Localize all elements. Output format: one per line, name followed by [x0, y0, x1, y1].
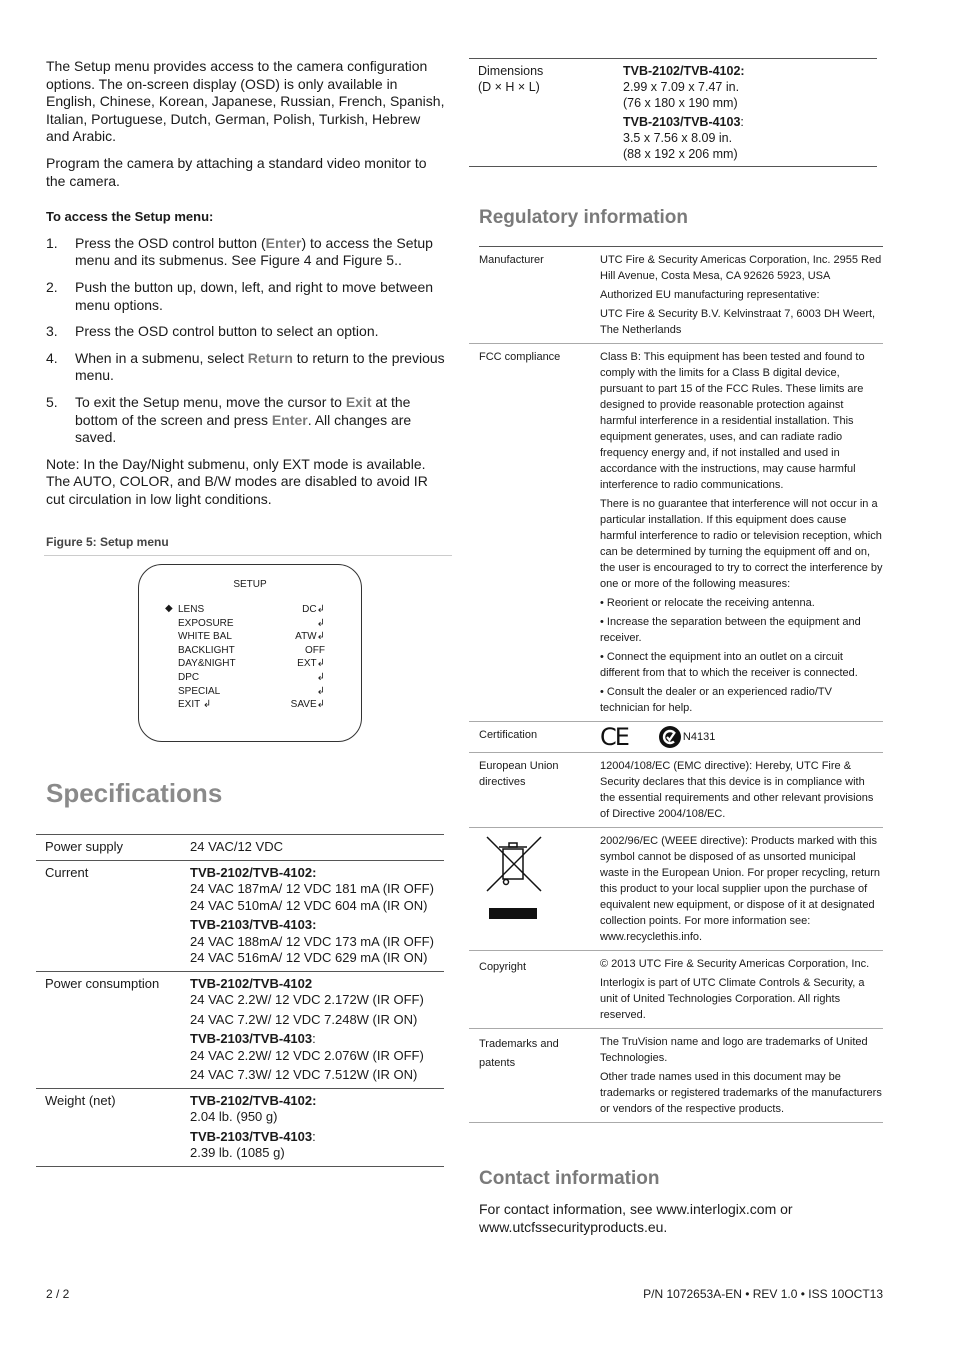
spec-label: Power consumption	[45, 975, 160, 991]
osd-item-label: EXPOSURE	[178, 617, 234, 629]
model-heading: TVB-2102/TVB-4102	[190, 975, 313, 991]
list-item	[46, 394, 446, 447]
reg-text: The TruVision name and logo are trademarks of United Technologies.	[600, 1036, 868, 1064]
spec-value: 24 VAC 188mA/ 12 VDC 173 mA (IR OFF)	[190, 933, 434, 949]
spec-value: 24 VAC 7.2W/ 12 VDC 7.248W (IR ON)	[190, 1011, 418, 1027]
model-heading: TVB-2102/TVB-4102:	[190, 864, 317, 880]
figure-caption: Figure 5: Setup menu	[46, 535, 169, 549]
osd-item-label: WHITE BAL	[178, 631, 232, 643]
reg-text: Interlogix is part of UTC Climate Controls & Security, a unit of United Technologies Corporation. All rights reserved.	[600, 977, 865, 1021]
spec-row	[36, 1088, 444, 1166]
spec-label: Power supply	[45, 839, 124, 854]
step-number: 3.	[46, 323, 58, 340]
spec-value: 24 VAC 516mA/ 12 VDC 629 mA (IR ON)	[190, 950, 428, 965]
step-number: 1.	[46, 234, 58, 251]
model-heading: TVB-2103/TVB-4103:	[190, 1128, 316, 1144]
step-text: Push the button up, down, left, and right to move between menu options.	[75, 278, 434, 313]
access-heading: To access the Setup menu:	[46, 209, 214, 225]
osd-menu-item	[178, 618, 325, 631]
fcc-bullet: • Increase the separation between the equipment and receiver.	[600, 616, 861, 644]
list-item	[46, 235, 446, 270]
selection-diamond-icon: ◆	[165, 603, 173, 614]
list-item	[46, 350, 446, 385]
spec-value: 24 VAC 2.2W/ 12 VDC 2.076W (IR OFF)	[190, 1047, 424, 1063]
osd-item-label: SPECIAL	[178, 685, 221, 697]
setup-menu-osd	[138, 564, 362, 742]
regulatory-heading: Regulatory information	[479, 207, 689, 228]
contact-heading: Contact information	[479, 1168, 660, 1189]
fcc-bullet: • Connect the equipment into an outlet on a circuit different from that to which the receiver is connected.	[600, 651, 858, 679]
intro-paragraph: Program the camera by attaching a standard video monitor to the camera.	[46, 154, 427, 189]
osd-item-label: BACKLIGHT	[178, 644, 235, 656]
c-tick-mark-icon	[658, 725, 682, 749]
reg-text: © 2013 UTC Fire & Security Americas Corporation, Inc.	[600, 958, 870, 970]
note: Note: In the Day/Night submenu, only EXT mode is available. The AUTO, COLOR, and B/W modes are disabled to avoid IR cut circulation in low light conditions.	[46, 455, 428, 507]
specifications-heading: Specifications	[46, 778, 223, 808]
step-keyword: Exit	[345, 393, 372, 410]
page-number: 2 / 2	[46, 1287, 70, 1301]
list-item	[46, 323, 446, 341]
osd-item-value: SAVE↲	[290, 699, 325, 711]
osd-menu-item	[178, 686, 325, 699]
model-heading: TVB-2102/TVB-4102:	[623, 64, 745, 78]
reg-row-manufacturer	[469, 247, 883, 344]
osd-item-label: EXIT ↲	[178, 699, 212, 711]
osd-item-label: DAY&NIGHT	[178, 658, 236, 670]
step-text: Press the OSD control button (Enter) to access the Setup menu and its submenus. See Figure 4 and Figure 5..	[75, 234, 433, 269]
spec-values	[181, 860, 444, 971]
weee-crossed-bin-icon	[483, 833, 545, 921]
reg-text: 12004/108/EC (EMC directive): Hereby, UTC Fire & Security declares that this device is in compliance with the essential requirements and other relevant provisions of Directive 2004/108/EC.	[600, 760, 874, 820]
reg-row-copyright	[469, 951, 883, 1029]
osd-item-label: LENS	[178, 604, 205, 615]
osd-item-value: EXT↲	[297, 658, 325, 670]
dimensions-label: Dimensions (D × H × L)	[478, 64, 544, 94]
reg-text: Authorized EU manufacturing representative:	[600, 289, 820, 301]
reg-row-certification	[469, 722, 883, 753]
osd-item-value: ↲	[316, 685, 325, 697]
intro-section	[46, 58, 446, 508]
spec-value: (76 x 180 x 190 mm)	[623, 96, 738, 110]
reg-text: Class B: This equipment has been tested and found to comply with the limits for a Class B digital device, pursuant to part 15 of the FCC Rules. These limits are designed to provide reasonable protection against harmful interference in a residential installation. This equipment generates, uses, and can radiate radio frequency energy and, if not installed and used in accordance with the instructions, may cause harmful interference to radio communications.	[600, 351, 865, 491]
reg-text: UTC Fire & Security B.V. Kelvinstraat 7, 6003 DH Weert, The Netherlands	[600, 308, 876, 336]
spec-value: 2.39 lb. (1085 g)	[190, 1145, 285, 1160]
list-item	[46, 279, 446, 314]
reg-text: 2002/96/EC (WEEE directive): Products marked with this symbol cannot be disposed of as unsorted municipal waste in the European Union. For proper recycling, return this product to your local supplier upon the purchase of equivalent new equipment, or dispose of it at designated collection points. For more information see: www.recyclethis.info.	[600, 835, 881, 943]
spec-label: Weight (net)	[45, 1092, 116, 1108]
spec-value: 24 VAC 510mA/ 12 VDC 604 mA (IR ON)	[190, 897, 428, 913]
osd-item-value: ↲	[316, 617, 325, 629]
figure-divider	[44, 555, 452, 556]
osd-menu-item	[178, 631, 325, 644]
spec-row	[36, 860, 444, 971]
model-heading: TVB-2103/TVB-4103:	[190, 1031, 316, 1046]
regulatory-table	[469, 247, 883, 1123]
osd-item-value: OFF	[305, 644, 325, 656]
osd-menu-item	[178, 699, 325, 712]
spec-value: 2.99 x 7.09 x 7.47 in.	[623, 80, 740, 94]
dimensions-table	[469, 59, 877, 167]
spec-value: 24 VAC/12 VDC	[190, 839, 283, 854]
intro-paragraph: The Setup menu provides access to the camera configuration options. The on-screen display (OSD) is only available in English, Chinese, Korean, Japanese, Russian, French, Spanish, Italian, Portuguese, Dutch, German, Polish, Turkish, Hebrew and Arabic.	[46, 58, 445, 145]
c-tick-number: N4131	[682, 731, 716, 743]
step-number: 4.	[46, 349, 58, 366]
osd-menu-item	[165, 603, 325, 617]
spec-values	[181, 971, 444, 1088]
spec-values	[181, 1088, 444, 1166]
osd-item-label: DPC	[178, 672, 200, 683]
spec-value: 24 VAC 7.3W/ 12 VDC 7.512W (IR ON)	[190, 1067, 418, 1082]
reg-label: Certification	[479, 729, 538, 741]
osd-menu-item	[178, 672, 325, 685]
spec-label: Current	[45, 864, 89, 880]
reg-label: European Union directives	[479, 760, 559, 788]
part-number: P/N 1072653A-EN • REV 1.0 • ISS 10OCT13	[643, 1287, 883, 1301]
fcc-bullet: • Reorient or relocate the receiving antenna.	[600, 597, 815, 609]
steps-list	[46, 235, 446, 447]
reg-row-trademarks	[469, 1029, 883, 1123]
osd-item-value: ↲	[316, 672, 325, 683]
reg-label: Trademarks and patents	[479, 1038, 559, 1069]
spec-values	[181, 835, 444, 860]
spec-value: 24 VAC 187mA/ 12 VDC 181 mA (IR OFF)	[190, 881, 434, 896]
dimensions-values	[614, 59, 877, 167]
spec-value: (88 x 192 x 206 mm)	[623, 147, 738, 161]
reg-text: UTC Fire & Security Americas Corporation, Inc. 2955 Red Hill Avenue, Costa Mesa, CA 92626 5923, USA	[600, 254, 882, 282]
osd-title: SETUP	[233, 579, 267, 590]
reg-text: There is no guarantee that interference will not occur in a particular installation. If this equipment does cause harmful interference to radio or television reception, which can be determined by turning the equipment off and on, the user is encouraged to try to correct the interference by one or more of the following measures:	[600, 498, 883, 590]
step-keyword: Enter	[271, 411, 308, 428]
reg-label: FCC compliance	[479, 351, 561, 363]
step-number: 2.	[46, 278, 58, 295]
step-text: When in a submenu, select Return to return to the previous menu.	[75, 349, 445, 384]
osd-item-value: DC↲	[302, 604, 325, 615]
step-keyword: Enter	[265, 234, 302, 251]
spec-row	[36, 971, 444, 1088]
reg-label: Copyright	[479, 961, 527, 973]
step-text: To exit the Setup menu, move the cursor to Exit at the bottom of the screen and press Enter. All changes are saved.	[75, 393, 412, 446]
spec-value: 3.5 x 7.56 x 8.09 in.	[623, 131, 733, 145]
step-text: Press the OSD control button to select an option.	[75, 323, 379, 340]
model-heading: TVB-2102/TVB-4102:	[190, 1092, 317, 1108]
model-heading: TVB-2103/TVB-4103:	[190, 917, 317, 932]
ce-mark-icon: CE	[600, 723, 628, 751]
spec-table	[36, 835, 444, 1167]
fcc-bullet: • Consult the dealer or an experienced radio/TV technician for help.	[600, 686, 832, 714]
reg-row-fcc	[469, 344, 883, 722]
osd-item-value: ATW↲	[295, 631, 325, 643]
reg-label: Manufacturer	[479, 254, 544, 266]
osd-menu-item	[178, 658, 325, 671]
reg-row-eu	[469, 753, 883, 828]
step-number: 5.	[46, 393, 58, 410]
reg-text: Other trade names used in this document may be trademarks or registered trademarks of the manufacturers or vendors of the respective products.	[600, 1071, 882, 1115]
contact-text: For contact information, see www.interlogix.com or www.utcfssecurityproducts.eu.	[479, 1201, 793, 1235]
model-heading: TVB-2103/TVB-4103:	[623, 115, 744, 129]
reg-row-weee	[469, 828, 883, 951]
spec-row	[36, 835, 444, 860]
step-keyword: Return	[247, 349, 293, 366]
spec-value: 24 VAC 2.2W/ 12 VDC 2.172W (IR OFF)	[190, 992, 424, 1007]
osd-menu-item	[178, 645, 325, 658]
spec-value: 2.04 lb. (950 g)	[190, 1109, 278, 1124]
